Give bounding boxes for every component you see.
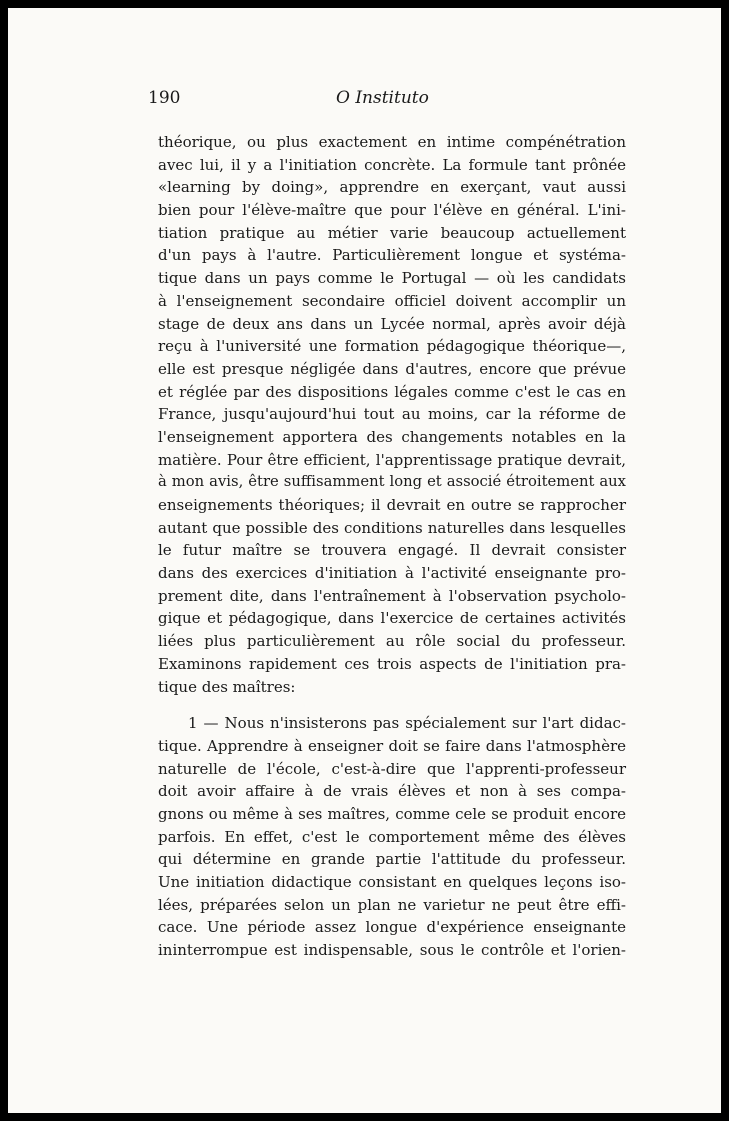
text-line: dans des exercices d'initiation à l'activité enseignante pro- — [158, 564, 626, 583]
text-line: stage de deux ans dans un Lycée normal, après avoir déjà — [158, 314, 626, 333]
page-number: 190 — [148, 88, 181, 108]
text-line: gnons ou même à ses maîtres, comme cele se produit encore — [158, 804, 626, 823]
text-line: elle est presque négligée dans d'autres, encore que prévue — [158, 359, 626, 378]
text-line: «learning by doing», apprendre en exerçant, vaut aussi — [158, 178, 626, 197]
text-line: parfois. En effet, c'est le comportement même des élèves — [158, 827, 626, 846]
text-line: autant que possible des conditions naturelles dans lesquelles — [158, 518, 626, 537]
text-line: tique. Apprendre à enseigner doit se faire dans l'atmosphère — [158, 736, 626, 755]
book-page — [8, 8, 721, 1113]
paragraph-2 — [158, 712, 626, 962]
text-line: prement dite, dans l'entraînement à l'observation psycholo- — [158, 586, 626, 605]
text-line: bien pour l'élève-maître que pour l'élève en général. L'ini- — [158, 201, 626, 220]
running-title: O Instituto — [336, 88, 429, 108]
text-line: et réglée par des dispositions légales comme c'est le cas en — [158, 382, 626, 401]
text-line: l'enseignement apportera des changements notables en la — [158, 427, 626, 446]
text-line: tiation pratique au métier varie beaucoup actuellement — [158, 223, 626, 242]
text-line: avec lui, il y a l'initiation concrète. La formule tant prônée — [158, 155, 626, 174]
text-line: naturelle de l'école, c'est-à-dire que l'apprenti-professeur — [158, 759, 626, 778]
paragraph-1 — [158, 131, 626, 698]
text-line: qui détermine en grande partie l'attitude du professeur. — [158, 850, 626, 869]
text-line: ininterrompue est indispensable, sous le contrôle et l'orien- — [158, 941, 626, 960]
text-line: reçu à l'université une formation pédagogique théorique—, — [158, 337, 626, 356]
text-line: tique dans un pays comme le Portugal — où les candidats — [158, 269, 626, 288]
text-line: lées, préparées selon un plan ne varietur ne peut être effi- — [158, 895, 626, 914]
page-header — [8, 88, 721, 114]
text-line: Une initiation didactique consistant en quelques leçons iso- — [158, 873, 626, 891]
text-line: liées plus particulièrement au rôle social du professeur. — [158, 632, 626, 651]
text-line: matière. Pour être efficient, l'apprentissage pratique devrait, — [158, 450, 626, 469]
text-line: le futur maître se trouvera engagé. Il devrait consister — [158, 541, 626, 560]
text-line: cace. Une période assez longue d'expérience enseignante — [158, 918, 626, 937]
text-line: théorique, ou plus exactement en intime compénétration — [158, 133, 626, 151]
text-line: France, jusqu'aujourd'hui tout au moins, car la réforme de — [158, 405, 626, 424]
paragraph-gap — [158, 698, 626, 712]
text-line: doit avoir affaire à de vrais élèves et non à ses compa- — [158, 782, 626, 801]
text-line: tique des maîtres: — [158, 677, 296, 696]
text-line: gique et pédagogique, dans l'exercice de certaines activités — [158, 609, 626, 628]
text-line: enseignements théoriques; il devrait en outre se rapprocher — [158, 496, 626, 514]
text-line: à mon avis, être suffisamment long et associé étroitement aux — [158, 473, 626, 491]
text-line: 1 — Nous n'insisterons pas spécialement sur l'art didac- — [188, 714, 626, 733]
body-text — [158, 131, 626, 962]
text-line: d'un pays à l'autre. Particulièrement longue et systéma- — [158, 246, 626, 265]
text-line: Examinons rapidement ces trois aspects de l'initiation pra- — [158, 654, 626, 673]
text-line: à l'enseignement secondaire officiel doivent accomplir un — [158, 291, 626, 310]
